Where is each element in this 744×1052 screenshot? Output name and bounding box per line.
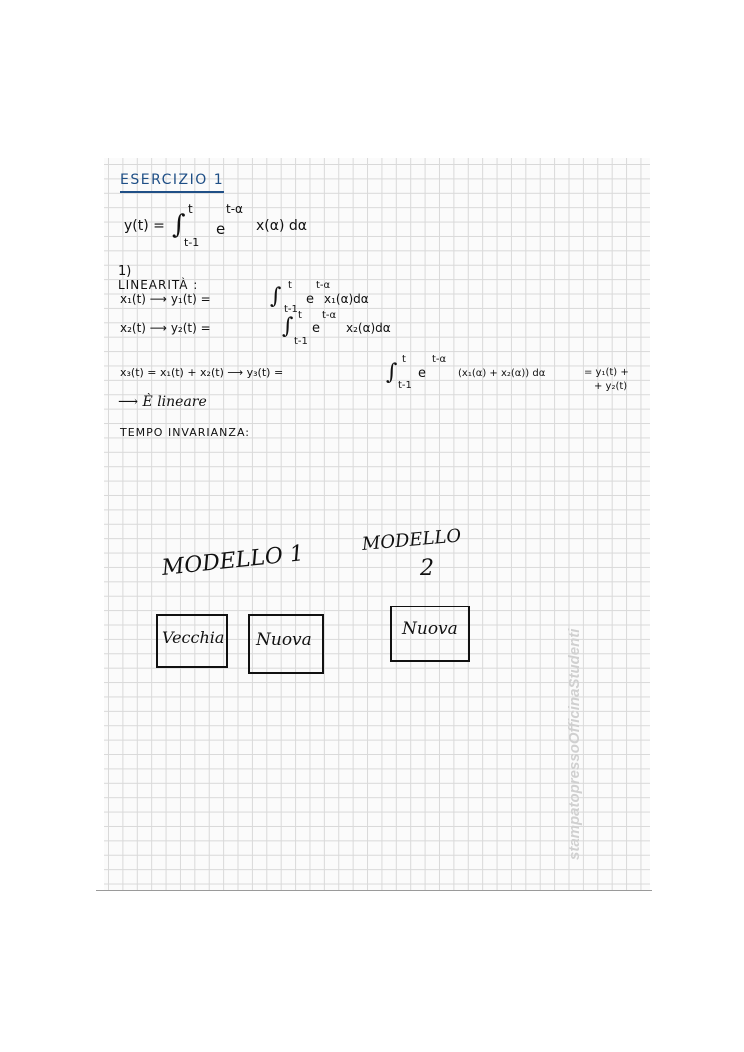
exp-power: t-α <box>322 310 337 321</box>
line-3-body: (x₁(α) + x₂(α)) dα <box>458 368 546 379</box>
line-3-result: = y₁(t) + <box>584 367 629 378</box>
exp-power: t-α <box>432 354 447 365</box>
integral-lower: t-1 <box>398 380 412 391</box>
linearity-line-1: x₁(t) ⟶ y₁(t) = <box>120 292 211 306</box>
integral-sign: ∫ <box>270 284 282 309</box>
integral-sign: ∫ <box>386 360 398 385</box>
linearity-heading: LINEARITÀ : <box>118 278 199 292</box>
integral-upper: t <box>402 354 406 365</box>
linearity-line-2: x₂(t) ⟶ y₂(t) = <box>120 321 211 335</box>
part-number: 1) <box>118 264 132 279</box>
linearity-conclusion: ⟶ È lineare <box>118 394 207 410</box>
nuova-label-2: Nuova <box>402 619 458 639</box>
exp-base: e <box>418 366 426 381</box>
integral-upper: t <box>188 202 193 216</box>
main-equation <box>124 202 364 252</box>
line-2-body: x₂(α)dα <box>346 321 391 335</box>
integral-sign: ∫ <box>172 210 186 240</box>
modello-1-label: MODELLO 1 <box>160 541 306 581</box>
nuova-label-1: Nuova <box>256 630 312 650</box>
integral-lower: t-1 <box>294 336 308 347</box>
exp-power: t-α <box>316 280 331 291</box>
exp-base: e <box>216 220 226 238</box>
exp-base: e <box>306 292 314 307</box>
exp-base: e <box>312 321 320 336</box>
line-3-result-cont: + y₂(t) <box>594 381 628 392</box>
integral-lower: t-1 <box>184 236 200 249</box>
exercise-title: ESERCIZIO 1 <box>120 172 225 188</box>
integral-upper: t <box>298 310 302 321</box>
modello-2-number: 2 <box>420 556 434 581</box>
linearity-line-3: x₃(t) = x₁(t) + x₂(t) ⟶ y₃(t) = <box>120 366 284 379</box>
integral-sign: ∫ <box>282 314 294 339</box>
page-edge-line <box>96 890 652 891</box>
title-underline <box>120 191 224 193</box>
modello-2-label: MODELLO <box>361 525 462 555</box>
nuova-box-1 <box>248 614 324 674</box>
time-invariance-heading: TEMPO INVARIANZA: <box>120 426 250 439</box>
vecchia-box <box>156 614 228 668</box>
equation-body: x(α) dα <box>256 218 308 234</box>
nuova-box-2 <box>390 606 470 662</box>
vecchia-label: Vecchia <box>162 628 225 647</box>
integral-upper: t <box>288 280 292 291</box>
integral-lower: t-1 <box>284 304 298 315</box>
watermark-text: stampatopressoOfficinaStudenti <box>566 628 583 860</box>
line-1-body: x₁(α)dα <box>324 292 369 306</box>
equation-lhs: y(t) = <box>124 218 165 234</box>
exp-power: t-α <box>226 202 243 216</box>
